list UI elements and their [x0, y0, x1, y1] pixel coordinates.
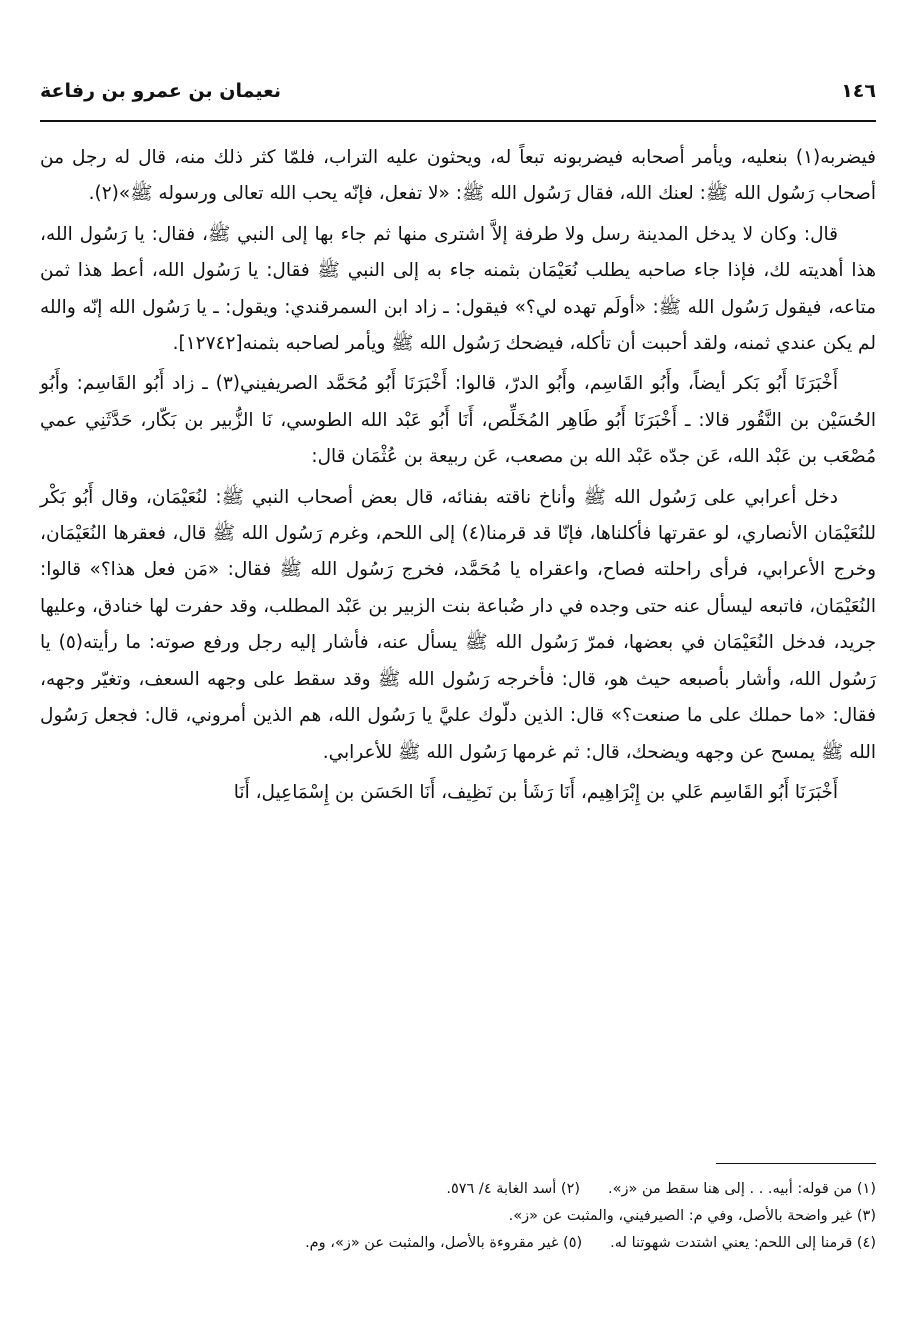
paragraph-2: قال: وكان لا يدخل المدينة رسل ولا طرفة إلاَّ اشترى منها ثم جاء بها إلى النبي ﷺ، فقال: يا رَسُول الله، هذا أهديته لك، فإذا جاء صاحبه يطلب نُعَيْمَان بثمنه جاء به إلى النبي ﷺ فقال: يا رَسُول الله، أعط هذا ثمن متاعه، فيقول رَسُول الله ﷺ: «أولَم تهده لي؟» فيقول: ـ زاد ابن السمرقندي: ويقول: ـ يا رَسُول الله إنّه والله لم يكن عندي ثمنه، ولقد أحببت أن تأكله، فيضحك رَسُول الله ﷺ ويأمر لصاحبه بثمنه[١٢٧٤٢].: [40, 223, 876, 355]
footnotes: [40, 1176, 876, 1257]
footnote-row-3: [40, 1230, 876, 1257]
header-rule: [40, 120, 876, 122]
footnote-4: (٤) قرمنا إلى اللحم: يعني اشتدت شهوتنا له.: [610, 1235, 876, 1251]
body-text: [40, 140, 876, 815]
running-head: [40, 80, 876, 108]
paragraph-5-isnad: أَخْبَرَنَا أَبُو القَاسِم عَلي بن إِبْرَاهِيم، أَنَا رَشَأ بن نَظِيف، أَنَا الحَسَن بن إِسْمَاعِيل، أَنَا: [233, 781, 838, 803]
footnote-5: (٥) غير مقروءة بالأصل، والمثبت عن «ز»، وم.: [305, 1235, 583, 1251]
paragraph-3-isnad: أَخْبَرَنَا أَبُو بَكر أيضاً، وأَبُو القَاسِم، وأَبُو الدرّ، قالوا: أَخْبَرَنَا أَبُو مُحَمَّد الصريفيني(٣) ـ زاد أَبُو القَاسِم: وأَبُو الحُسَيْن بن النَّقُور قالا: ـ أَخْبَرَنَا أَبُو طَاهِر المُخَلِّص، أَنَا أَبُو عَبْد الله الطوسي، نَا الزُّبير بن بَكّار، حَدَّثَنِي عمي مُصْعَب بن عَبْد الله، عَن جدّه عَبْد الله بن مصعب، عَن ربيعة بن عُثْمَان قال:: [40, 373, 876, 468]
footnote-2: (٢) أسد الغابة ٤/ ٥٧٦.: [446, 1181, 581, 1197]
running-title: نعيمان بن عمرو بن رفاعة: [40, 80, 281, 102]
footnote-3: (٣) غير واضحة بالأصل، وفي م: الصيرفيني، والمثبت عن «ز».: [508, 1208, 876, 1224]
page-number: ١٤٦: [841, 80, 876, 102]
paragraph-4: دخل أعرابي على رَسُول الله ﷺ وأناخ ناقته بفنائه، قال بعض أصحاب النبي ﷺ: لنُعَيْمَان، وقال أَبُو بَكْر للنُعَيْمَان الأنصاري، لو عقرتها فأكلناها، فإنّا قد قرمنا(٤) إلى اللحم، وغرم رَسُول الله ﷺ قال، فعقرها النُعَيْمَان، وخرج الأعرابي، فرأى راحلته فصاح، واعقراه يا مُحَمَّد، فخرج رَسُول الله ﷺ فقال: «مَن فعل هذا؟» قالوا: النُعَيْمَان، فاتبعه ليسأل عنه حتى وجده في دار ضُباعة بنت الزبير بن عَبْد المطلب، وقد حفرت لها خنادق، وعليها جريد، فدخل النُعَيْمَان في بعضها، فمرّ رَسُول الله ﷺ يسأل عنه، فأشار إليه رجل ورفع صوته: ما رأيته(٥) يا رَسُول الله، وأشار بأصبعه حيث هو، قال: فأخرجه رَسُول الله ﷺ وقد سقط على وجهه السعف، وتغيّر وجهه، فقال: «ما حملك على ما صنعت؟» قال: الذين دلّوك عليَّ يا رَسُول الله، هم الذين أمروني، قال: فجعل رَسُول الله ﷺ يمسح عن وجهه ويضحك، قال: ثم غرمها رَسُول الله ﷺ للأعرابي.: [40, 486, 877, 763]
footnote-1: (١) من قوله: أبيه. . . إلى هنا سقط من «ز».: [608, 1181, 876, 1197]
footnote-row-1: [40, 1176, 876, 1203]
footnote-row-2: [40, 1203, 876, 1230]
footnote-rule: [716, 1163, 876, 1164]
paragraph-1: فيضربه(١) بنعليه، ويأمر أصحابه فيضربونه تبعاً له، ويحثون عليه التراب، فلمّا كثر ذلك منه، قال له رجل من أصحاب رَسُول الله ﷺ: لعنك الله، فقال رَسُول الله ﷺ: «لا تفعل، فإنّه يحب الله تعالى ورسوله ﷺ»(٢).: [40, 147, 876, 205]
